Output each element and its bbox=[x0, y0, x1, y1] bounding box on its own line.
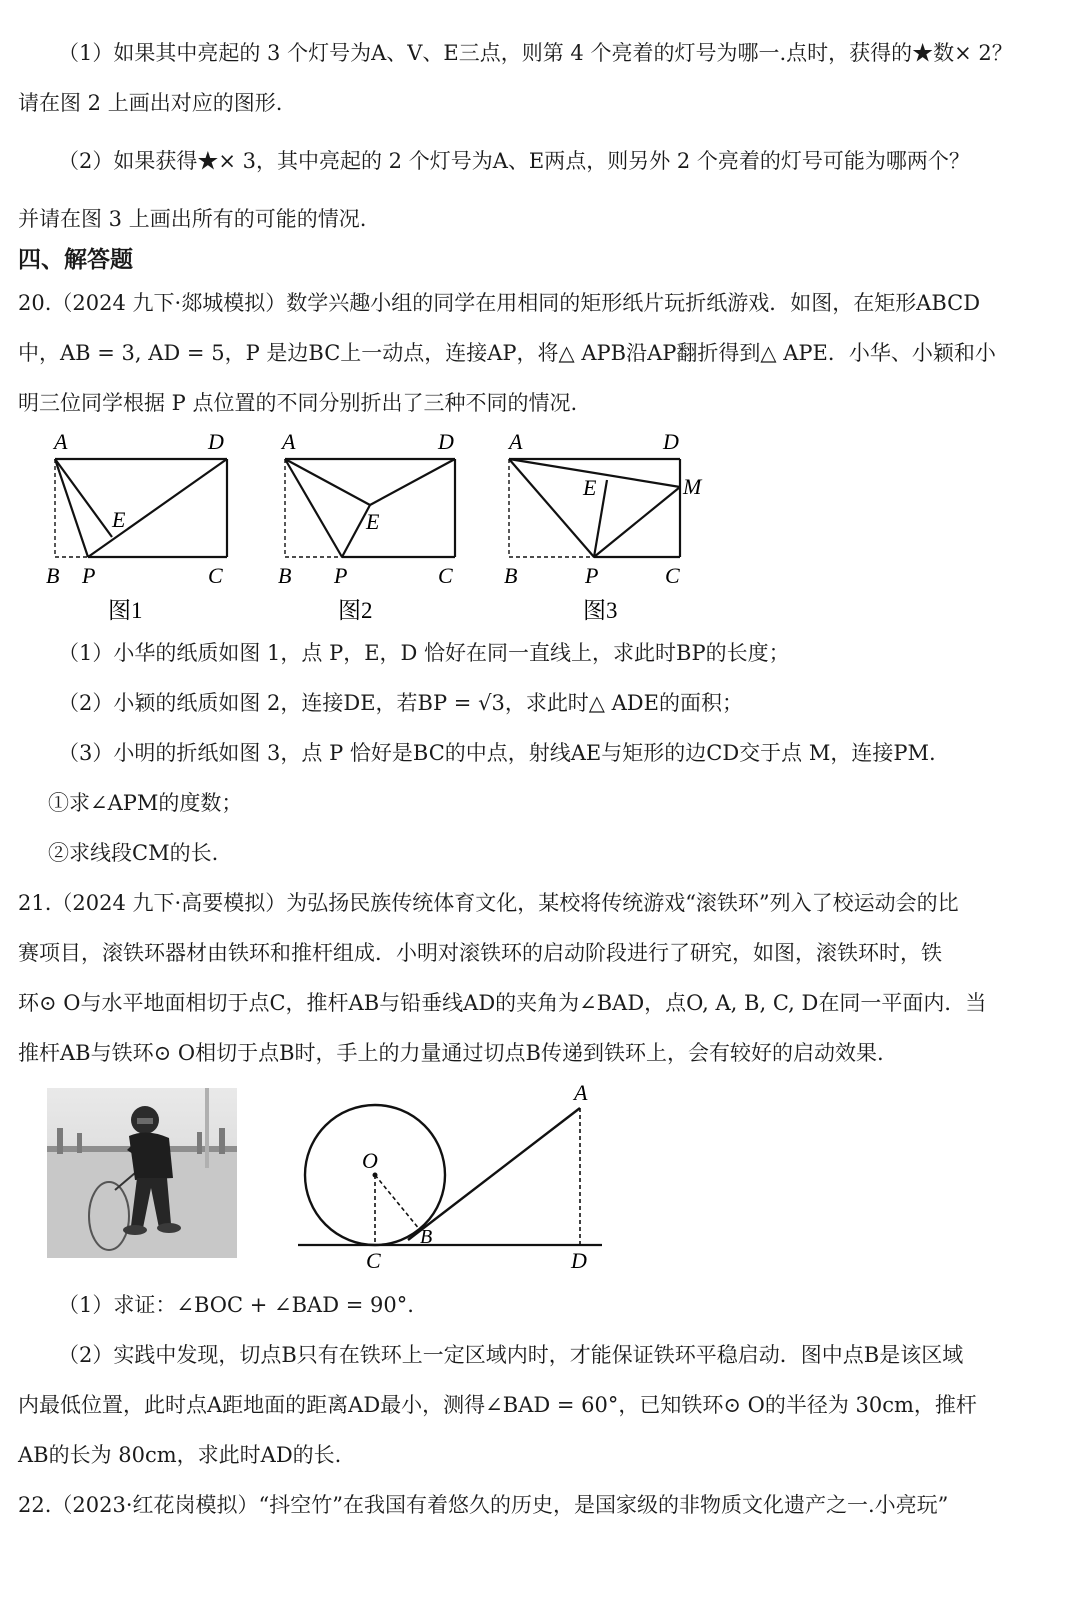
q21-label-a: A bbox=[574, 1080, 588, 1105]
q21-sub2-line2: 内最低位置，此时点A距地面的距离AD最小，测得∠BAD = 60°，已知铁环⊙ O的半径为 30cm，推杆 bbox=[18, 1393, 977, 1417]
fig1-label-a: A bbox=[54, 429, 68, 454]
q21-label-b: B bbox=[420, 1226, 433, 1248]
q21-line2: 赛项目，滚铁环器材由铁环和推杆组成．小明对滚铁环的启动阶段进行了研究，如图，滚铁环时，铁 bbox=[18, 941, 942, 965]
q21-sub1: （1）求证：∠BOC + ∠BAD = 90°. bbox=[58, 1293, 414, 1317]
q20-line3: 明三位同学根据 P 点位置的不同分别折出了三种不同的情况. bbox=[18, 391, 578, 415]
q21-line3: 环⊙ O与水平地面相切于点C，推杆AB与铅垂线AD的夹角为∠BAD，点O, A, B, C, D在同一平面内．当 bbox=[18, 991, 987, 1015]
q20-line2: 中，AB = 3, AD = 5，P 是边BC上一动点，连接AP，将△ APB沿AP翻折得到△ APE．小华、小颖和小 bbox=[18, 341, 996, 365]
q21-line4: 推杆AB与铁环⊙ O相切于点B时，手上的力量通过切点B传递到铁环上，会有较好的启动效果. bbox=[18, 1041, 884, 1065]
q19-part2-line1: （2）如果获得★× 3，其中亮起的 2 个灯号为A、E两点，则另外 2 个亮着的灯号可能为哪两个？ bbox=[58, 149, 970, 173]
fig1-label-c: C bbox=[208, 563, 223, 588]
fig3-label-e: E bbox=[583, 475, 597, 500]
fig2-caption: 图2 bbox=[338, 598, 373, 623]
q20-sub3: （3）小明的折纸如图 3，点 P 恰好是BC的中点，射线AE与矩形的边CD交于点 M，连接PM. bbox=[58, 741, 936, 765]
section-heading: 四、解答题 bbox=[18, 247, 133, 273]
fig1-label-b: B bbox=[46, 563, 60, 588]
q19-part1-line1: （1）如果其中亮起的 3 个灯号为A、V、E三点，则第 4 个亮着的灯号为哪一.点时，获得的★数× 2？ bbox=[58, 41, 1013, 65]
fig1-label-d: D bbox=[208, 429, 224, 454]
q21-label-d: D bbox=[571, 1248, 587, 1273]
hoop-rolling-photo bbox=[47, 1088, 237, 1258]
q20-figure-2 bbox=[270, 425, 480, 625]
fig2-label-c: C bbox=[438, 563, 453, 588]
fig3-label-b: B bbox=[504, 563, 518, 588]
fig3-label-a: A bbox=[509, 429, 523, 454]
fig2-label-p: P bbox=[334, 563, 348, 588]
fig1-label-p: P bbox=[82, 563, 96, 588]
q20-line1: 20.（2024 九下·郯城模拟）数学兴趣小组的同学在用相同的矩形纸片玩折纸游戏．如图，在矩形ABCD bbox=[18, 291, 981, 315]
q19-part2-line2: 并请在图 3 上画出所有的可能的情况. bbox=[18, 207, 367, 231]
q20-sub1: （1）小华的纸质如图 1，点 P，E，D 恰好在同一直线上，求此时BP的长度； bbox=[58, 641, 790, 665]
q20-sub2: （2）小颖的纸质如图 2，连接DE，若BP = √3，求此时△ ADE的面积； bbox=[58, 691, 743, 715]
fig2-label-d: D bbox=[438, 429, 454, 454]
q21-sub2-line1: （2）实践中发现，切点B只有在铁环上一定区域内时，才能保证铁环平稳启动．图中点B是该区域 bbox=[58, 1343, 964, 1367]
fig2-label-a: A bbox=[282, 429, 296, 454]
q21-label-o: O bbox=[362, 1148, 378, 1173]
fig2-label-b: B bbox=[278, 563, 292, 588]
q19-part1-line2: 请在图 2 上画出对应的图形. bbox=[18, 91, 283, 115]
fig2-label-e: E bbox=[366, 509, 380, 534]
q21-sub2-line3: AB的长为 80cm，求此时AD的长. bbox=[18, 1443, 342, 1467]
fig3-caption: 图3 bbox=[583, 598, 618, 623]
fig1-label-e: E bbox=[112, 507, 126, 532]
q20-sub3-part2: ②求线段CM的长. bbox=[48, 841, 219, 865]
q20-figure-1 bbox=[40, 425, 250, 625]
q21-line1: 21.（2024 九下·高要模拟）为弘扬民族传统体育文化，某校将传统游戏“滚铁环”列入了校运动会的比 bbox=[18, 891, 959, 915]
fig1-caption: 图1 bbox=[108, 598, 143, 623]
q20-sub3-part1: ①求∠APM的度数； bbox=[48, 791, 243, 815]
q21-label-c: C bbox=[366, 1248, 381, 1273]
q20-figure-3 bbox=[497, 425, 717, 625]
q22-line1: 22.（2023·红花岗模拟）“抖空竹”在我国有着悠久的历史，是国家级的非物质文化遗产之一.小亮玩” bbox=[18, 1493, 949, 1517]
fig3-label-m: M bbox=[683, 474, 702, 499]
fig3-label-d: D bbox=[663, 429, 679, 454]
fig3-label-c: C bbox=[665, 563, 680, 588]
fig3-label-p: P bbox=[585, 563, 599, 588]
q21-geometry-figure bbox=[290, 1080, 620, 1280]
